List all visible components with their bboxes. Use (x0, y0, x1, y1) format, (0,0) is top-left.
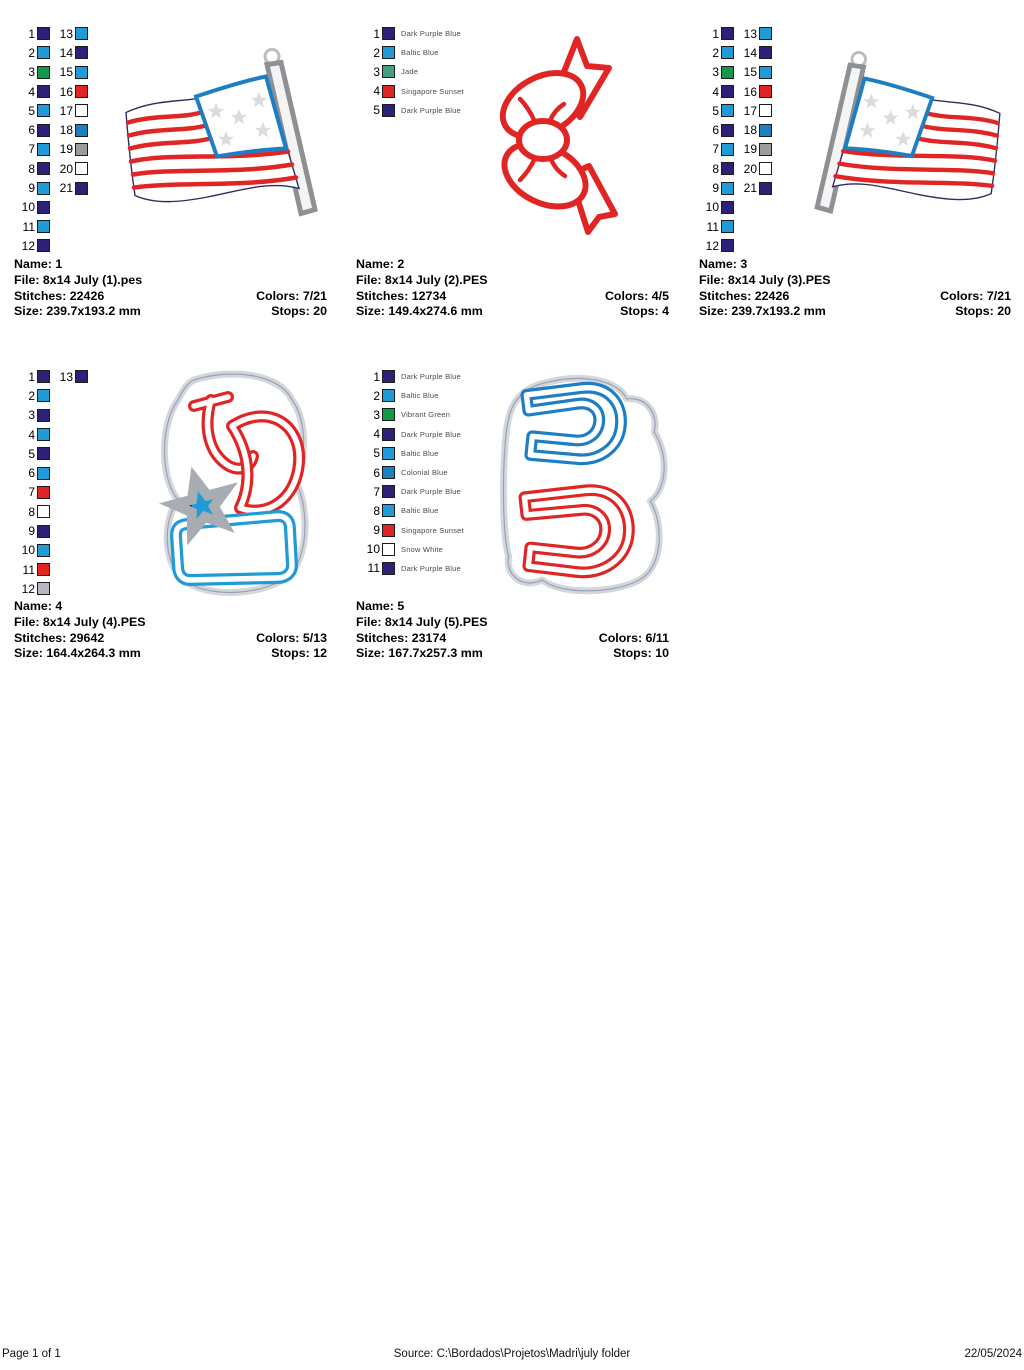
thread-swatch (37, 467, 50, 480)
thread-swatch (75, 66, 88, 79)
thread-number: 8 (712, 161, 719, 176)
thread-swatch (759, 104, 772, 117)
thread-swatch (75, 85, 88, 98)
thread-swatch (37, 124, 50, 137)
thread-swatch (382, 524, 395, 537)
thread-name-label: Singapore Sunset (401, 525, 464, 535)
thread-name-label: Dark Purple Blue (401, 29, 461, 39)
thread-palette-item (12, 159, 50, 178)
design-stops: Stops: 12 (271, 646, 327, 661)
design-name: Name: 5 (356, 599, 405, 613)
thread-number: 9 (28, 524, 35, 539)
design-2-thumbnail-bow (488, 24, 668, 258)
thread-number: 16 (743, 84, 757, 99)
thread-palette-item (12, 483, 50, 502)
thread-palette-item (734, 178, 772, 197)
thread-number: 11 (22, 562, 35, 577)
thread-swatch (759, 143, 772, 156)
thread-list-item (357, 444, 464, 463)
thread-number: 10 (21, 200, 35, 215)
design-stitches: Stitches: 22426 (699, 288, 790, 303)
design-colors: Colors: 5/13 (256, 630, 327, 645)
design-stitches: Stitches: 22426 (14, 288, 105, 303)
thread-swatch (75, 27, 88, 40)
thread-palette-item (696, 120, 734, 139)
thread-number: 11 (22, 219, 35, 234)
thread-palette-item (50, 178, 88, 197)
thread-palette-item (12, 425, 50, 444)
thread-number: 10 (705, 200, 719, 215)
thread-palette-item (50, 140, 88, 159)
thread-palette-item (734, 43, 772, 62)
thread-name-label: Vibrant Green (401, 410, 451, 420)
thread-swatch (721, 46, 734, 59)
thread-number: 6 (373, 465, 380, 480)
thread-swatch (382, 46, 395, 59)
thread-number: 8 (373, 503, 380, 518)
thread-number: 1 (373, 369, 380, 384)
thread-number: 21 (59, 181, 73, 196)
thread-number: 15 (743, 65, 757, 80)
thread-swatch (382, 389, 395, 402)
thread-number: 8 (28, 504, 35, 519)
thread-number: 1 (373, 26, 380, 41)
design-stops: Stops: 20 (271, 304, 327, 319)
thread-number: 1 (28, 369, 35, 384)
thread-swatch (75, 46, 88, 59)
thread-number: 2 (28, 45, 35, 60)
thread-list-item (357, 24, 464, 43)
thread-swatch (37, 104, 50, 117)
thread-number: 5 (373, 103, 380, 118)
thread-number: 5 (712, 103, 719, 118)
thread-list-item (357, 43, 464, 62)
design-2-thread-list (357, 24, 464, 120)
design-4-thumbnail-letters-star (131, 366, 333, 602)
thread-swatch (37, 162, 50, 175)
thread-swatch (75, 104, 88, 117)
thread-swatch (759, 162, 772, 175)
thread-number: 9 (712, 181, 719, 196)
thread-palette-item (12, 444, 50, 463)
thread-palette-item (12, 140, 50, 159)
thread-number: 3 (373, 64, 380, 79)
thread-number: 10 (366, 542, 380, 557)
thread-name-label: Dark Purple Blue (401, 372, 461, 382)
thread-number: 17 (59, 103, 73, 118)
thread-swatch (382, 27, 395, 40)
thread-swatch (75, 124, 88, 137)
thread-palette-item (696, 82, 734, 101)
thread-palette-item (12, 463, 50, 482)
design-stitches: Stitches: 12734 (356, 288, 447, 303)
thread-palette-item (12, 178, 50, 197)
design-file: File: 8x14 July (1).pes (14, 272, 143, 287)
thread-swatch (37, 46, 50, 59)
design-file: File: 8x14 July (3).PES (699, 272, 831, 287)
thread-palette-item (50, 101, 88, 120)
thread-number: 6 (712, 123, 719, 138)
thread-number: 4 (373, 427, 380, 442)
thread-swatch (721, 239, 734, 252)
applique-letters-icon (487, 369, 674, 598)
thread-number: 10 (21, 543, 35, 558)
page-footer (0, 1348, 1024, 1364)
thread-swatch (37, 85, 50, 98)
thread-palette-item (12, 43, 50, 62)
thread-swatch (75, 143, 88, 156)
design-file: File: 8x14 July (2).PES (356, 272, 488, 287)
design-size: Size: 239.7x193.2 mm (14, 304, 141, 319)
thread-swatch (759, 85, 772, 98)
thread-palette-item (50, 120, 88, 139)
design-stitches: Stitches: 29642 (14, 630, 105, 645)
thread-number: 4 (28, 84, 35, 99)
thread-name-label: Dark Purple Blue (401, 105, 461, 115)
thread-number: 4 (28, 427, 35, 442)
thread-number: 3 (373, 407, 380, 422)
thread-swatch (759, 27, 772, 40)
thread-number: 5 (28, 446, 35, 461)
thread-list-item (357, 463, 464, 482)
thread-number: 3 (28, 65, 35, 80)
thread-palette-item (50, 24, 88, 43)
thread-palette-item (734, 101, 772, 120)
design-name: Name: 4 (14, 599, 63, 613)
thread-number: 20 (59, 161, 73, 176)
thread-list-item (357, 101, 464, 120)
design-3-info (699, 257, 1011, 320)
thread-name-label: Snow White (401, 544, 444, 554)
thread-swatch (37, 563, 50, 576)
thread-name-label: Baltic Blue (401, 391, 439, 401)
thread-number: 21 (743, 181, 757, 196)
thread-palette-item (734, 140, 772, 159)
thread-number: 11 (367, 561, 380, 576)
thread-list-item (357, 62, 464, 81)
thread-palette-item (12, 560, 50, 579)
thread-number: 5 (28, 103, 35, 118)
thread-swatch (37, 428, 50, 441)
thread-number: 12 (705, 238, 719, 253)
thread-palette-item (12, 198, 50, 217)
thread-number: 16 (59, 84, 73, 99)
thread-number: 9 (28, 181, 35, 196)
thread-swatch (382, 562, 395, 575)
thread-name-label: Jade (401, 67, 419, 77)
thread-list-item (357, 386, 464, 405)
thread-palette-item (696, 217, 734, 236)
design-3-thumbnail-flag-mirrored (793, 36, 1024, 241)
thread-swatch (37, 486, 50, 499)
design-colors: Colors: 7/21 (940, 288, 1011, 303)
thread-palette-item (696, 236, 734, 255)
thread-name-label: Dark Purple Blue (401, 487, 461, 497)
thread-swatch (37, 220, 50, 233)
thread-palette-item (50, 63, 88, 82)
thread-number: 1 (712, 26, 719, 41)
footer-source-path: Source: C:\Bordados\Projetos\Madri\july folder (393, 1348, 631, 1360)
thread-number: 7 (28, 142, 35, 157)
thread-swatch (382, 428, 395, 441)
applique-letters-star-icon (131, 366, 333, 602)
thread-name-label: Dark Purple Blue (401, 563, 461, 573)
thread-number: 4 (373, 84, 380, 99)
flag-right-icon (793, 36, 1024, 241)
design-3-thread-palette (696, 24, 772, 256)
thread-palette-item (12, 502, 50, 521)
thread-palette-item (50, 367, 88, 386)
thread-swatch (37, 201, 50, 214)
thread-number: 14 (59, 45, 73, 60)
thread-swatch (721, 162, 734, 175)
thread-swatch (75, 162, 88, 175)
thread-number: 7 (28, 485, 35, 500)
thread-palette-item (12, 579, 50, 598)
thread-palette-item (12, 24, 50, 43)
design-5-info (356, 599, 669, 662)
design-size: Size: 167.7x257.3 mm (356, 646, 483, 661)
thread-name-label: Baltic Blue (401, 506, 439, 516)
thread-name-label: Singapore Sunset (401, 86, 464, 96)
thread-swatch (721, 104, 734, 117)
design-2-info (356, 257, 669, 320)
thread-swatch (382, 543, 395, 556)
thread-number: 6 (28, 466, 35, 481)
thread-swatch (75, 370, 88, 383)
thread-palette-item (12, 120, 50, 139)
thread-number: 2 (712, 45, 719, 60)
design-size: Size: 239.7x193.2 mm (699, 304, 826, 319)
thread-palette-item (734, 82, 772, 101)
thread-swatch (721, 85, 734, 98)
design-1-info (14, 257, 327, 320)
thread-number: 19 (743, 142, 757, 157)
design-5-thumbnail-letters (487, 369, 674, 598)
thread-swatch (759, 46, 772, 59)
thread-number: 7 (373, 484, 380, 499)
design-stitches: Stitches: 23174 (356, 630, 447, 645)
thread-number: 12 (21, 238, 35, 253)
thread-swatch (37, 409, 50, 422)
thread-swatch (721, 220, 734, 233)
thread-number: 1 (28, 26, 35, 41)
design-4-thread-palette (12, 367, 88, 599)
design-1-thumbnail-flag (100, 36, 340, 241)
thread-list-item (357, 540, 464, 559)
thread-number: 19 (59, 142, 73, 157)
design-file: File: 8x14 July (4).PES (14, 614, 146, 629)
thread-swatch (37, 182, 50, 195)
design-size: Size: 149.4x274.6 mm (356, 304, 483, 319)
thread-name-label: Baltic Blue (401, 448, 439, 458)
thread-number: 2 (373, 45, 380, 60)
thread-palette-item (12, 63, 50, 82)
thread-swatch (382, 485, 395, 498)
thread-swatch (37, 370, 50, 383)
thread-palette-item (50, 43, 88, 62)
thread-swatch (37, 239, 50, 252)
footer-page-number: Page 1 of 1 (2, 1348, 61, 1360)
thread-swatch (721, 124, 734, 137)
thread-palette-item (50, 82, 88, 101)
thread-number: 2 (28, 388, 35, 403)
thread-palette-item (734, 120, 772, 139)
thread-list-item (357, 501, 464, 520)
thread-number: 9 (373, 523, 380, 538)
design-name: Name: 1 (14, 257, 63, 271)
design-colors: Colors: 6/11 (598, 630, 669, 645)
design-1-thread-palette (12, 24, 88, 256)
thread-swatch (37, 66, 50, 79)
thread-swatch (37, 582, 50, 595)
thread-number: 3 (28, 408, 35, 423)
thread-palette-item (12, 82, 50, 101)
thread-palette-item (12, 217, 50, 236)
thread-swatch (721, 201, 734, 214)
design-stops: Stops: 4 (620, 304, 669, 319)
thread-swatch (721, 66, 734, 79)
thread-palette-item (696, 198, 734, 217)
thread-number: 14 (743, 45, 757, 60)
thread-palette-item (12, 521, 50, 540)
thread-list-item (357, 425, 464, 444)
thread-swatch (759, 66, 772, 79)
thread-number: 17 (743, 103, 757, 118)
thread-palette-item (12, 541, 50, 560)
thread-swatch (721, 143, 734, 156)
thread-swatch (37, 389, 50, 402)
thread-palette-item (696, 101, 734, 120)
thread-swatch (382, 466, 395, 479)
thread-palette-item (12, 406, 50, 425)
thread-palette-item (734, 24, 772, 43)
thread-palette-item (50, 159, 88, 178)
thread-name-label: Colonial Blue (401, 468, 448, 478)
thread-palette-item (696, 178, 734, 197)
thread-number: 7 (712, 142, 719, 157)
design-4-info (14, 599, 327, 662)
footer-date: 22/05/2024 (964, 1348, 1022, 1360)
design-file: File: 8x14 July (5).PES (356, 614, 488, 629)
thread-swatch (37, 505, 50, 518)
thread-swatch (759, 124, 772, 137)
thread-name-label: Baltic Blue (401, 48, 439, 58)
design-5-thread-list (357, 367, 464, 578)
design-name: Name: 2 (356, 257, 405, 271)
thread-list-item (357, 405, 464, 424)
thread-number: 6 (28, 123, 35, 138)
thread-swatch (37, 544, 50, 557)
thread-swatch (382, 104, 395, 117)
thread-swatch (382, 447, 395, 460)
thread-number: 15 (59, 65, 73, 80)
thread-name-label: Dark Purple Blue (401, 429, 461, 439)
thread-list-item (357, 482, 464, 501)
thread-swatch (37, 525, 50, 538)
thread-number: 5 (373, 446, 380, 461)
thread-swatch (382, 85, 395, 98)
thread-palette-item (12, 101, 50, 120)
thread-number: 11 (706, 219, 719, 234)
thread-number: 13 (59, 369, 73, 384)
thread-palette-item (696, 140, 734, 159)
thread-list-item (357, 367, 464, 386)
thread-swatch (75, 182, 88, 195)
thread-number: 20 (743, 161, 757, 176)
bow-icon (488, 24, 668, 258)
thread-number: 2 (373, 388, 380, 403)
thread-swatch (382, 65, 395, 78)
thread-list-item (357, 82, 464, 101)
design-stops: Stops: 10 (613, 646, 669, 661)
thread-number: 13 (59, 26, 73, 41)
design-name: Name: 3 (699, 257, 748, 271)
thread-palette-item (12, 386, 50, 405)
thread-list-item (357, 559, 464, 578)
design-stops: Stops: 20 (955, 304, 1011, 319)
thread-palette-item (696, 24, 734, 43)
thread-palette-item (696, 43, 734, 62)
thread-palette-item (696, 159, 734, 178)
thread-number: 18 (743, 123, 757, 138)
design-colors: Colors: 7/21 (256, 288, 327, 303)
thread-palette-item (12, 367, 50, 386)
thread-number: 4 (712, 84, 719, 99)
thread-palette-item (734, 159, 772, 178)
thread-number: 8 (28, 161, 35, 176)
thread-palette-item (12, 236, 50, 255)
thread-palette-item (734, 63, 772, 82)
thread-swatch (721, 182, 734, 195)
flag-left-icon (100, 36, 340, 241)
thread-number: 3 (712, 65, 719, 80)
thread-swatch (721, 27, 734, 40)
thread-swatch (37, 27, 50, 40)
thread-swatch (382, 408, 395, 421)
thread-number: 12 (21, 581, 35, 596)
thread-swatch (382, 504, 395, 517)
thread-swatch (37, 143, 50, 156)
thread-number: 18 (59, 123, 73, 138)
thread-number: 13 (743, 26, 757, 41)
design-colors: Colors: 4/5 (604, 288, 669, 303)
thread-swatch (37, 447, 50, 460)
thread-list-item (357, 521, 464, 540)
design-size: Size: 164.4x264.3 mm (14, 646, 141, 661)
thread-palette-item (696, 63, 734, 82)
thread-swatch (382, 370, 395, 383)
thread-swatch (759, 182, 772, 195)
